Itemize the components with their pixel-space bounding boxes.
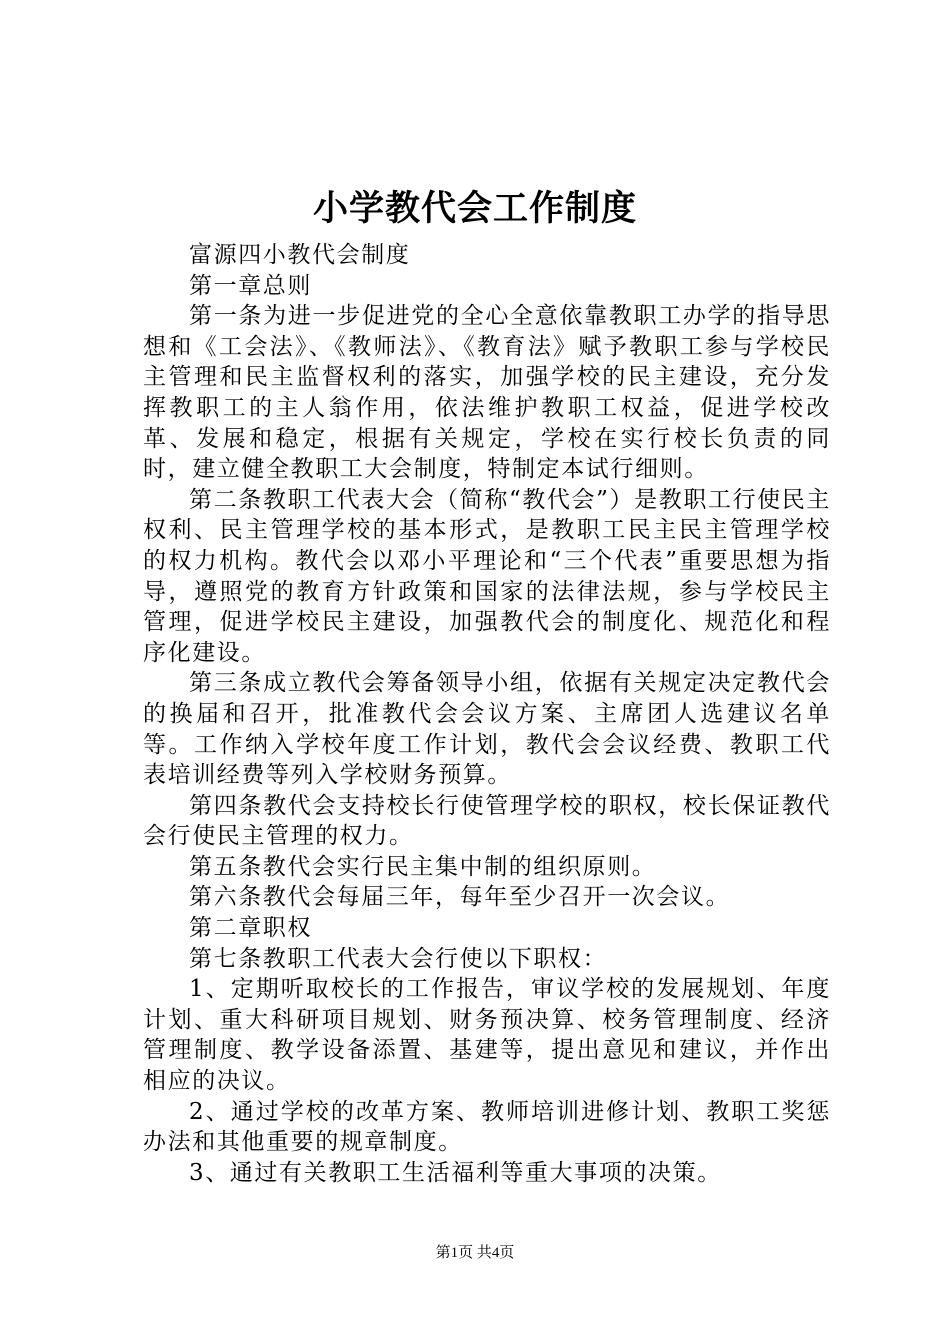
heading-chapter-2: 第二章职权 — [189, 915, 312, 942]
page-footer: 第1页 共4页 — [435, 1245, 515, 1261]
list-item-2: 2、通过学校的改革方案、教师培训进修计划、教职工奖惩办法和其他重要的规章制度。 — [143, 1098, 831, 1156]
paragraph-article-4: 第四条教代会支持校长行使管理学校的职权，校长保证教代会行使民主管理的权力。 — [143, 792, 831, 850]
list-item-1: 1、定期听取校长的工作报告，审议学校的发展规划、年度计划、重大科研项目规划、财务预决算、校务管理制度、经济管理制度、教学设备添置、基建等，提出意见和建议，并作出相应的决议。 — [143, 976, 831, 1095]
document-title: 小学教代会工作制度 — [312, 188, 637, 229]
paragraph-article-3: 第三条成立教代会筹备领导小组，依据有关规定决定教代会的换届和召开，批准教代会会议方案、主席团人选建议名单等。工作纳入学校年度工作计划，教代会会议经费、教职工代表培训经费等列入学校财务预算。 — [143, 670, 831, 789]
paragraph-article-7: 第七条教职工代表大会行使以下职权： — [189, 945, 608, 972]
list-item-3: 3、通过有关教职工生活福利等重大事项的决策。 — [189, 1159, 722, 1186]
paragraph-article-1: 第一条为进一步促进党的全心全意依靠教职工办学的指导思想和《工会法》、《教师法》、《教育法》赋予教职工参与学校民主管理和民主监督权利的落实，加强学校的民主建设，充分发挥教职工的主人翁作用，依法维护教职工权益，促进学校改革、发展和稳定，根据有关规定，学校在实行校长负责的同时，建立健全教职工大会制度，特制定本试行细则。 — [143, 303, 831, 483]
document-body — [143, 240, 831, 1188]
heading-chapter-1: 第一章总则 — [189, 272, 312, 299]
paragraph-article-2: 第二条教职工代表大会（简称“教代会”）是教职工行使民主权利、民主管理学校的基本形式，是教职工民主民主管理学校的权力机构。教代会以邓小平理论和“三个代表”重要思想为指导，遵照党的教育方针政策和国家的法律法规，参与学校民主管理，促进学校民主建设，加强教代会的制度化、规范化和程序化建设。 — [143, 486, 831, 666]
paragraph-article-5: 第五条教代会实行民主集中制的组织原则。 — [189, 853, 657, 880]
paragraph-school-name: 富源四小教代会制度 — [189, 242, 411, 268]
paragraph-article-6: 第六条教代会每届三年，每年至少召开一次会议。 — [189, 884, 731, 911]
